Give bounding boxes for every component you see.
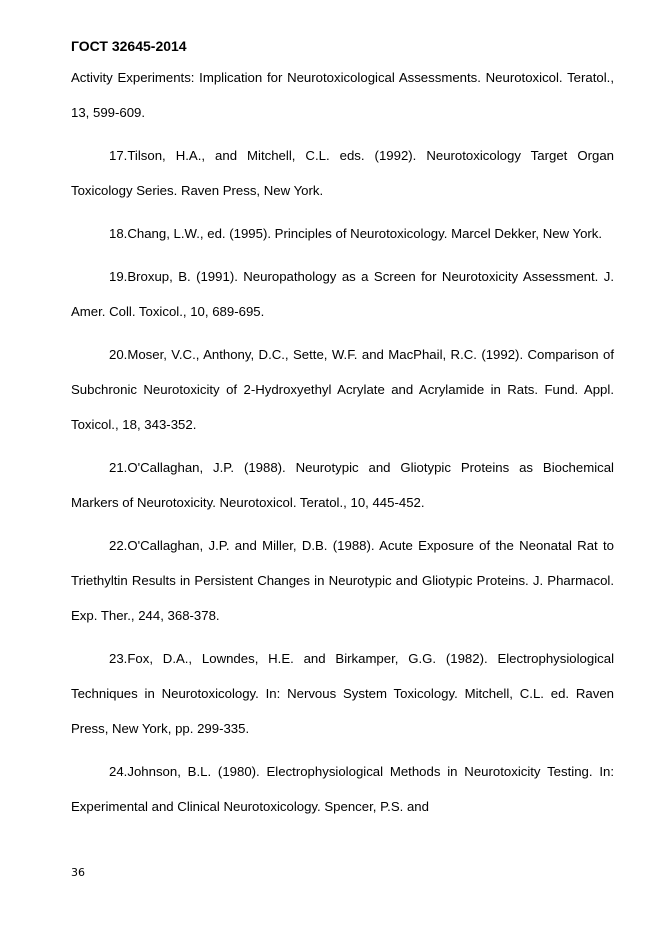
reference-text: Chang, L.W., ed. (1995). Principles of Neurotoxicology. Marcel Dekker, New York. — [127, 226, 603, 241]
reference-list — [71, 60, 614, 832]
reference-item — [71, 216, 614, 251]
document-header: ГОСТ 32645-2014 — [71, 38, 187, 54]
reference-number: 22. — [109, 538, 128, 553]
reference-item — [71, 138, 614, 208]
reference-text: Fox, D.A., Lowndes, H.E. and Birkamper, G.G. (1982). Electrophysiological Techniques in Neurotoxicology. In: Nervous System Toxicology. Mitchell, C.L. ed. Raven Press, New York, pp. 299-335. — [71, 651, 614, 736]
reference-item — [71, 641, 614, 746]
reference-number: 21. — [109, 460, 128, 475]
reference-continuation: Activity Experiments: Implication for Neurotoxicological Assessments. Neurotoxicol. Teratol., 13, 599-609. — [71, 70, 614, 120]
reference-item — [71, 450, 614, 520]
reference-item — [71, 259, 614, 329]
reference-number: 23. — [109, 651, 128, 666]
reference-number: 17. — [109, 148, 128, 163]
reference-text: Moser, V.C., Anthony, D.C., Sette, W.F. and MacPhail, R.C. (1992). Comparison of Subchronic Neurotoxicity of 2-Hydroxyethyl Acrylate and Acrylamide in Rats. Fund. Appl. Toxicol., 18, 343-352. — [71, 347, 614, 432]
reference-text: O'Callaghan, J.P. (1988). Neurotypic and Gliotypic Proteins as Biochemical Markers of Neurotoxicity. Neurotoxicol. Teratol., 10, 445-452. — [71, 460, 614, 510]
reference-number: 20. — [109, 347, 128, 362]
reference-text: O'Callaghan, J.P. and Miller, D.B. (1988). Acute Exposure of the Neonatal Rat to Triethyltin Results in Persistent Changes in Neurotypic and Gliotypic Proteins. J. Pharmacol. Exp. Ther., 244, 368-378. — [71, 538, 614, 623]
references-container — [71, 138, 614, 824]
reference-text: Broxup, B. (1991). Neuropathology as a Screen for Neurotoxicity Assessment. J. Amer. Coll. Toxicol., 10, 689-695. — [71, 269, 614, 319]
reference-text: Johnson, B.L. (1980). Electrophysiological Methods in Neurotoxicity Testing. In: Experimental and Clinical Neurotoxicology. Spencer, P.S. and — [71, 764, 614, 814]
reference-number: 19. — [109, 269, 128, 284]
reference-item — [71, 754, 614, 824]
reference-item — [71, 528, 614, 633]
reference-text: Tilson, H.A., and Mitchell, C.L. eds. (1992). Neurotoxicology Target Organ Toxicology Series. Raven Press, New York. — [71, 148, 614, 198]
reference-number: 18. — [109, 226, 128, 241]
reference-item — [71, 337, 614, 442]
page-number: 36 — [71, 866, 85, 879]
reference-number: 24. — [109, 764, 128, 779]
